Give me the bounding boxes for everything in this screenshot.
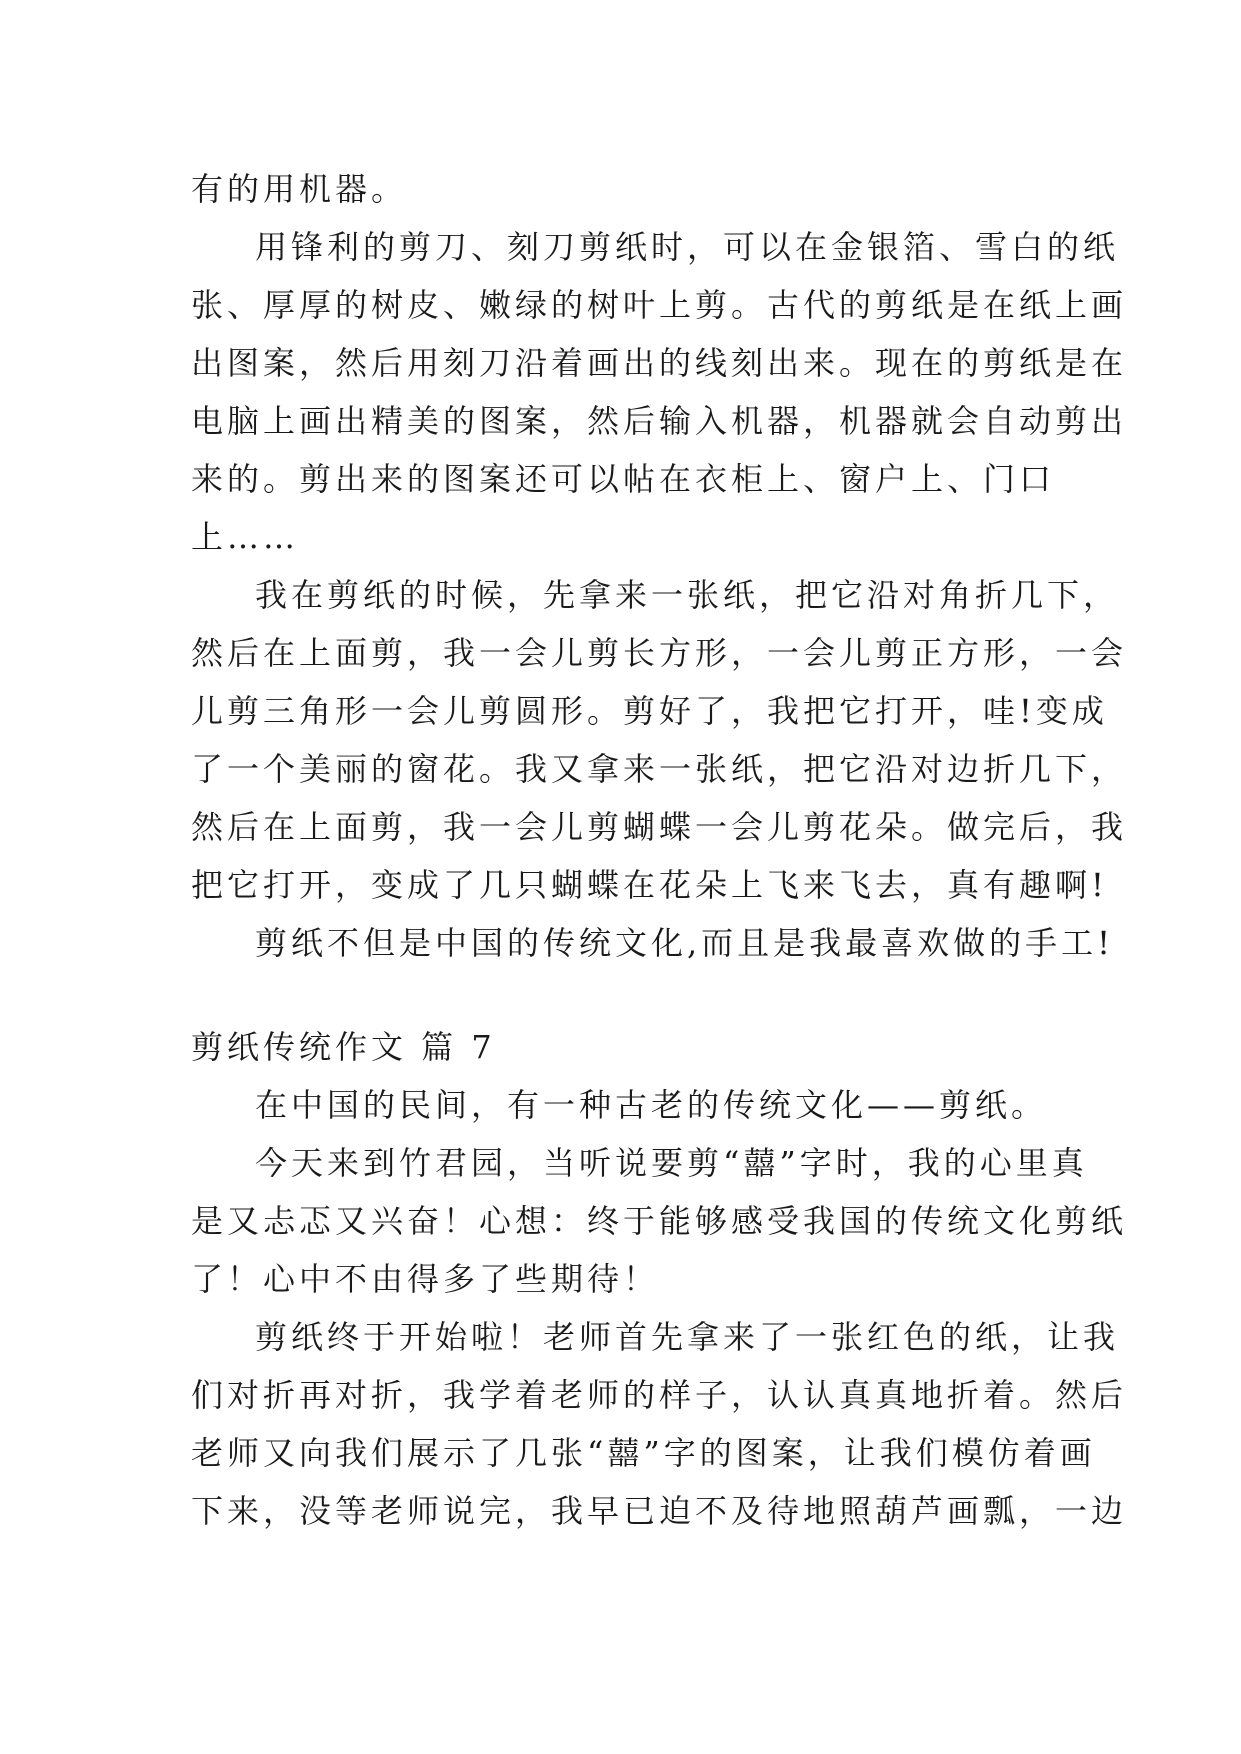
paragraph-start-line: 剪纸不但是中国的传统文化,而且是我最喜欢做的手工!: [255, 924, 1115, 962]
text-line: 了！心中不由得多了些期待！: [191, 1260, 660, 1298]
article-body: [191, 160, 1128, 1540]
paragraph-start-line: 今天来到竹君园，当听说要剪“囍”字时，我的心里真: [255, 1144, 1088, 1182]
text-line: 来的。剪出来的图案还可以帖在衣柜上、窗户上、门口: [191, 460, 1056, 498]
text-line: 是又忐忑又兴奋！心想：终于能够感受我国的传统文化剪纸: [191, 1202, 1128, 1240]
text-line: 然后在上面剪，我一会儿剪蝴蝶一会儿剪花朵。做完后，我: [191, 808, 1128, 846]
text-line: 们对折再对折，我学着老师的样子，认认真真地折着。然后: [191, 1376, 1128, 1414]
text-line: 出图案，然后用刻刀沿着画出的线刻出来。现在的剪纸是在: [191, 344, 1128, 382]
section-heading: 剪纸传统作文 篇 7: [191, 1028, 496, 1066]
text-line: 儿剪三角形一会儿剪圆形。剪好了，我把它打开，哇!变成: [191, 692, 1108, 730]
text-line: 有的用机器。: [191, 170, 408, 208]
paragraph-start-line: 用锋利的剪刀、刻刀剪纸时，可以在金银箔、雪白的纸: [255, 228, 1120, 266]
paragraph-start-line: 剪纸终于开始啦！老师首先拿来了一张红色的纸，让我: [255, 1318, 1120, 1356]
text-line: 上……: [191, 518, 300, 556]
text-line: 电脑上画出精美的图案，然后输入机器，机器就会自动剪出: [191, 402, 1128, 440]
text-line: 了一个美丽的窗花。我又拿来一张纸，把它沿对边折几下，: [191, 750, 1128, 788]
section-gap: [191, 972, 1071, 1018]
text-line: 张、厚厚的树皮、嫩绿的树叶上剪。古代的剪纸是在纸上画: [191, 286, 1128, 324]
text-line: 然后在上面剪，我一会儿剪长方形，一会儿剪正方形，一会: [191, 634, 1128, 672]
paragraph-start-line: 我在剪纸的时候，先拿来一张纸，把它沿对角折几下，: [255, 576, 1120, 614]
text-line: 把它打开，变成了几只蝴蝶在花朵上飞来飞去，真有趣啊!: [191, 866, 1108, 904]
text-line: 下来，没等老师说完，我早已迫不及待地照葫芦画瓢，一边: [191, 1492, 1128, 1530]
paragraph-start-line: 在中国的民间，有一种古老的传统文化——剪纸。: [255, 1086, 1048, 1124]
text-line: 老师又向我们展示了几张“囍”字的图案，让我们模仿着画: [191, 1434, 1096, 1472]
